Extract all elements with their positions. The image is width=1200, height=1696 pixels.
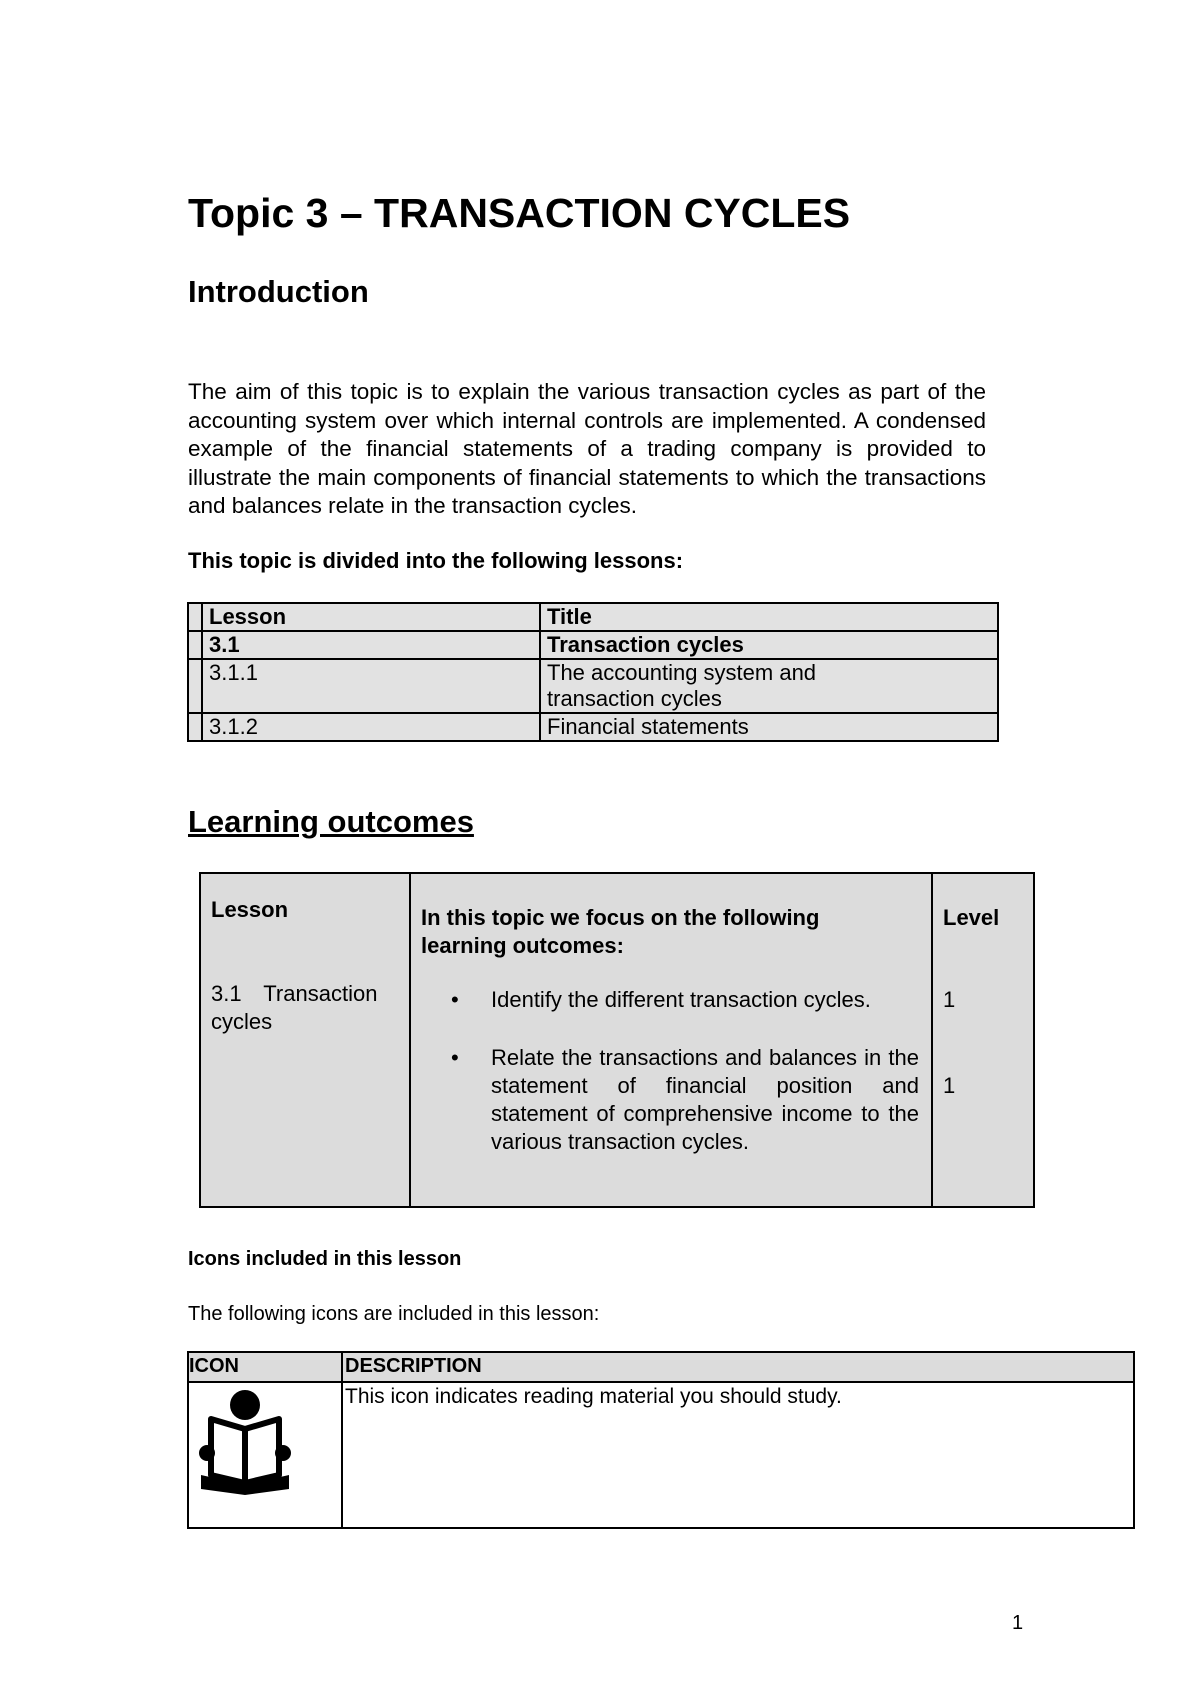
lesson-number: 3.1.2 bbox=[202, 713, 540, 741]
table-row bbox=[188, 713, 998, 741]
lesson-title: Financial statements bbox=[540, 713, 998, 741]
outcomes-level-header: Level bbox=[943, 905, 1000, 930]
bullet-icon: • bbox=[451, 1045, 459, 1070]
lessons-intro-text: This topic is divided into the following lessons: bbox=[188, 548, 684, 573]
table-header-row bbox=[188, 603, 998, 631]
icons-table-header bbox=[189, 1353, 1133, 1383]
table-stub-cell bbox=[188, 603, 202, 631]
lessons-table bbox=[187, 602, 999, 742]
description-column-header: DESCRIPTION bbox=[345, 1355, 482, 1377]
outcomes-lesson-value: 3.1 Transaction cycles bbox=[211, 981, 378, 1034]
page-title: Topic 3 – TRANSACTION CYCLES bbox=[188, 190, 851, 236]
title-header: Title bbox=[540, 603, 998, 631]
learning-outcomes-table bbox=[199, 872, 1035, 1208]
intro-paragraph: The aim of this topic is to explain the various transaction cycles as part of the accounting system over which internal controls are implemented. A condensed example of the financial statements of a trading company is provided to illustrate the main components of financial statements to which the transactions and balances relate in the transaction cycles. bbox=[188, 379, 986, 518]
lesson-number: 3.1 bbox=[202, 631, 540, 659]
lesson-number: 3.1.1 bbox=[202, 659, 540, 713]
table-stub-cell bbox=[188, 631, 202, 659]
lesson-title: The accounting system and transaction cycles bbox=[540, 659, 998, 713]
outcome-level: 1 bbox=[943, 987, 956, 1012]
column-divider bbox=[341, 1353, 343, 1527]
table-row bbox=[188, 659, 998, 713]
outcome-text: Identify the different transaction cycles. bbox=[491, 987, 871, 1012]
icons-intro-text: The following icons are included in this lesson: bbox=[188, 1303, 600, 1325]
icon-description: This icon indicates reading material you should study. bbox=[345, 1385, 842, 1408]
column-divider bbox=[931, 874, 933, 1206]
lesson-title: Transaction cycles bbox=[540, 631, 998, 659]
icons-table bbox=[187, 1351, 1135, 1529]
icon-column-header: ICON bbox=[189, 1355, 239, 1377]
outcomes-focus-header: In this topic we focus on the following learning outcomes: bbox=[421, 905, 820, 958]
column-divider bbox=[409, 874, 411, 1206]
introduction-heading: Introduction bbox=[188, 274, 369, 309]
icons-heading: Icons included in this lesson bbox=[188, 1248, 462, 1270]
outcome-level: 1 bbox=[943, 1073, 956, 1098]
reading-book-icon bbox=[199, 1389, 295, 1495]
table-stub-cell bbox=[188, 713, 202, 741]
table-stub-cell bbox=[188, 659, 202, 713]
page-number: 1 bbox=[1012, 1612, 1024, 1634]
table-row bbox=[188, 631, 998, 659]
outcomes-lesson-header: Lesson bbox=[211, 897, 289, 922]
outcome-text: Relate the transactions and balances in the statement of financial position and statement of comprehensive income to the various transaction cycles. bbox=[491, 1045, 919, 1154]
lesson-header: Lesson bbox=[202, 603, 540, 631]
learning-outcomes-heading: Learning outcomes bbox=[188, 804, 474, 839]
bullet-icon: • bbox=[451, 987, 459, 1012]
